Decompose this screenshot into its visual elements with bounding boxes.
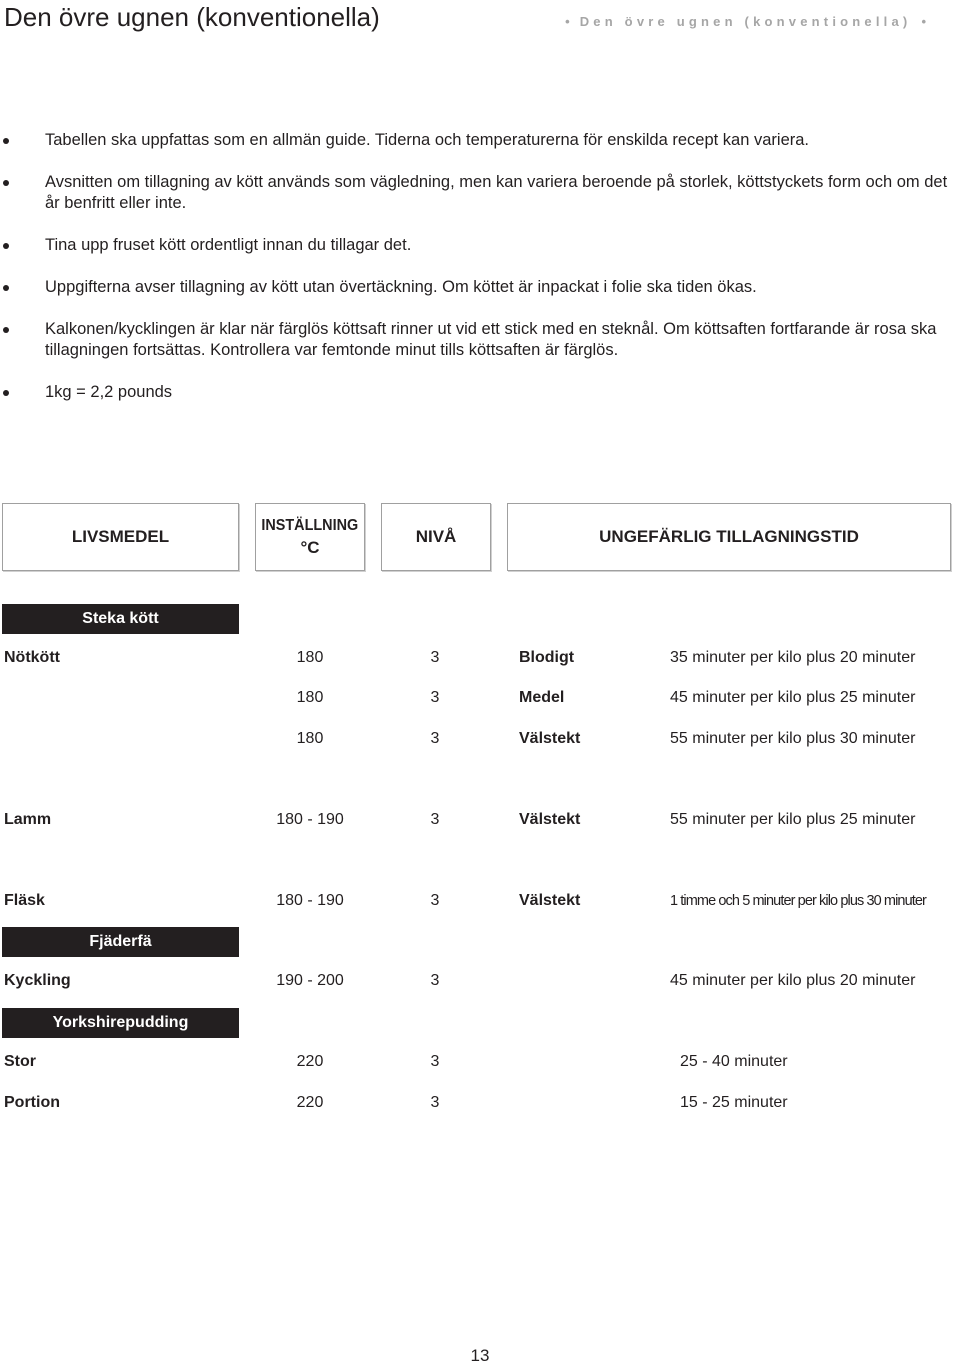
header-level: NIVÅ — [381, 503, 491, 571]
row-time: 25 - 40 minuter — [680, 1053, 788, 1070]
row-doneness: Välstekt — [519, 730, 581, 747]
section-roast-meat: Steka kött — [2, 604, 239, 634]
row-food: Stor — [4, 1053, 36, 1070]
row-level: 3 — [430, 649, 440, 666]
bullet-icon — [3, 285, 9, 291]
running-header-text: Den övre ugnen (konventionella) — [579, 14, 912, 29]
row-time: 15 - 25 minuter — [680, 1094, 788, 1111]
row-food: Lamm — [4, 811, 52, 828]
page-title: Den övre ugnen (konventionella) — [4, 2, 380, 32]
row-temp: 180 — [296, 649, 324, 666]
row-time: 35 minuter per kilo plus 20 minuter — [670, 649, 916, 666]
bullet-text: Uppgifterna avser tillagning av kött utan övertäckning. Om köttet är inpackat i folie ska tiden ökas. — [45, 278, 757, 296]
bullet-text: Tabellen ska uppfattas som en allmän guide. Tiderna och temperaturerna för enskilda recept kan variera. — [45, 131, 810, 149]
row-level: 3 — [430, 972, 440, 989]
bullet-text: Tina upp fruset kött ordentligt innan du tillagar det. — [45, 236, 412, 254]
row-level: 3 — [430, 730, 440, 747]
bullet-icon: • — [565, 14, 570, 29]
row-temp: 180 — [296, 689, 324, 706]
header-food: LIVSMEDEL — [2, 503, 239, 571]
bullet-item — [0, 277, 960, 298]
header-setting — [255, 503, 365, 571]
bullet-icon — [3, 138, 9, 144]
row-level: 3 — [430, 689, 440, 706]
header-setting-label: INSTÄLLNING — [261, 517, 359, 534]
section-poultry: Fjäderfä — [2, 927, 239, 957]
page-number: 13 — [470, 1346, 490, 1365]
row-level: 3 — [430, 811, 440, 828]
row-temp: 180 — [296, 730, 324, 747]
row-food: Kyckling — [4, 972, 71, 989]
row-time: 55 minuter per kilo plus 30 minuter — [670, 730, 916, 747]
row-temp: 180 - 190 — [276, 811, 344, 828]
bullet-item — [0, 172, 960, 214]
row-time: 45 minuter per kilo plus 20 minuter — [670, 972, 916, 989]
row-level: 3 — [430, 1094, 440, 1111]
row-doneness: Blodigt — [519, 649, 575, 666]
row-time: 45 minuter per kilo plus 25 minuter — [670, 689, 916, 706]
row-temp: 190 - 200 — [276, 972, 344, 989]
bullet-item — [0, 319, 960, 361]
bullet-icon — [3, 243, 9, 249]
row-time: 55 minuter per kilo plus 25 minuter — [670, 811, 916, 828]
row-level: 3 — [430, 892, 440, 909]
row-food: Fläsk — [4, 892, 45, 909]
running-header — [555, 14, 936, 29]
section-yorkshire-pudding: Yorkshirepudding — [2, 1008, 239, 1038]
bullet-item — [0, 382, 960, 403]
bullet-item — [0, 235, 960, 256]
bullet-icon: • — [921, 14, 926, 29]
row-level: 3 — [430, 1053, 440, 1070]
bullet-text: Kalkonen/kycklingen är klar när färglös köttsaft rinner ut vid ett stick med en steknål. Om köttsaften fortfarande är rosa ska tillagningen fortsättas. Kontrollera var femtonde minut tills köttsaften är färglös. — [45, 320, 937, 359]
bullet-list — [0, 130, 960, 424]
row-food: Portion — [4, 1094, 60, 1111]
bullet-icon — [3, 327, 9, 333]
bullet-icon — [3, 180, 9, 186]
bullet-text: 1kg = 2,2 pounds — [45, 383, 173, 401]
row-food: Nötkött — [4, 649, 60, 666]
header-time: UNGEFÄRLIG TILLAGNINGSTID — [507, 503, 951, 571]
bullet-icon — [3, 390, 9, 396]
row-temp: 220 — [296, 1053, 324, 1070]
row-doneness: Välstekt — [519, 892, 581, 909]
header-setting-unit: °C — [300, 538, 320, 557]
row-doneness: Medel — [519, 689, 565, 706]
row-temp: 180 - 190 — [276, 892, 344, 909]
bullet-text: Avsnitten om tillagning av kött används som vägledning, men kan variera beroende på storlek, köttstyckets form och om det år benfritt eller inte. — [45, 173, 948, 212]
row-doneness: Välstekt — [519, 811, 581, 828]
row-time: 1 timme och 5 minuter per kilo plus 30 minuter — [670, 893, 926, 909]
bullet-item — [0, 130, 960, 151]
row-temp: 220 — [296, 1094, 324, 1111]
